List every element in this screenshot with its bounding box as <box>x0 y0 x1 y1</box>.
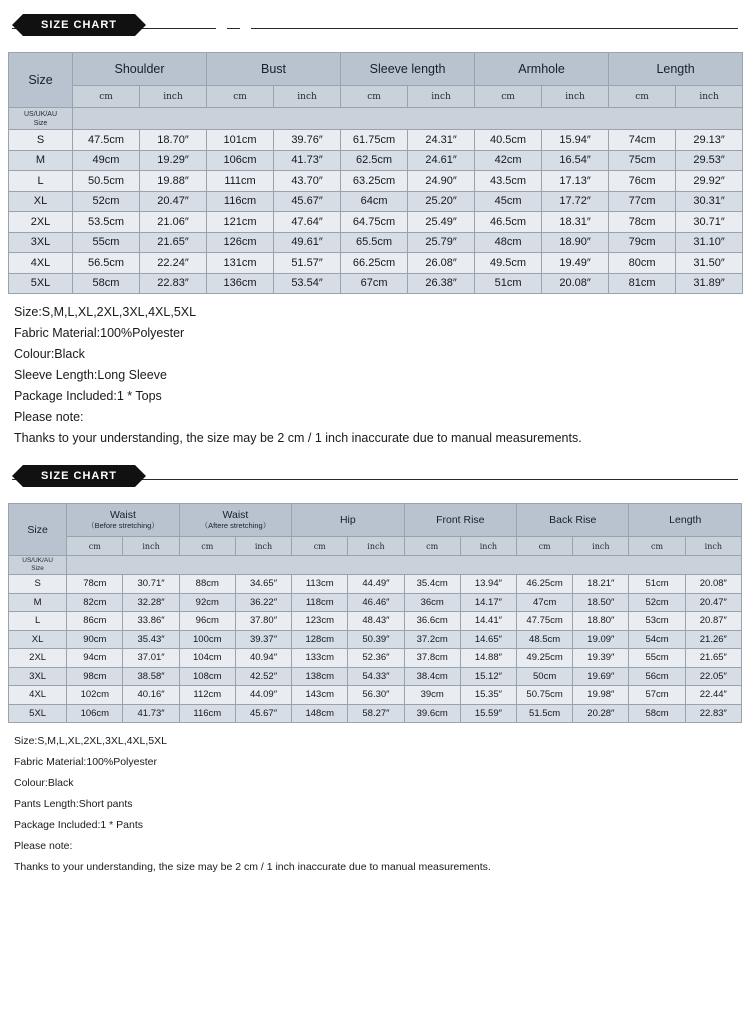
cell: 112cm <box>179 686 235 705</box>
note-line: Please note: <box>14 410 84 424</box>
cell: 26.08″ <box>408 253 475 274</box>
cell: 43.70″ <box>274 171 341 192</box>
header-waist-after-label: Waist <box>222 509 249 521</box>
cell: 36.6cm <box>404 612 460 631</box>
table-row <box>9 575 742 594</box>
cell: 22.24″ <box>140 253 207 274</box>
cell: 131cm <box>207 253 274 274</box>
table-row <box>9 212 743 233</box>
cell: 108cm <box>179 667 235 686</box>
cell: 42.52″ <box>235 667 291 686</box>
arrow-left-icon <box>12 14 23 36</box>
cell: 58.27″ <box>348 704 404 723</box>
note-line: Thanks to your understanding, the size may be 2 cm / 1 inch inaccurate due to manual measurements. <box>14 861 491 873</box>
header-waist-after <box>179 504 291 537</box>
table-body <box>9 556 742 723</box>
cell: 51cm <box>475 273 542 294</box>
table-row <box>9 150 743 171</box>
cell: 18.90″ <box>542 232 609 253</box>
cell: 19.98″ <box>573 686 629 705</box>
cell: 92cm <box>179 593 235 612</box>
cell: 113cm <box>292 575 348 594</box>
cell: 102cm <box>67 686 123 705</box>
cell: 94cm <box>67 649 123 668</box>
cell: 101cm <box>207 130 274 151</box>
unit-cm-sleeve: cm <box>341 86 408 108</box>
row-size: S <box>9 130 73 151</box>
banner-label: SIZE CHART <box>23 14 135 36</box>
cell: 26.38″ <box>408 273 475 294</box>
cell: 82cm <box>67 593 123 612</box>
cell: 36cm <box>404 593 460 612</box>
cell: 57cm <box>629 686 685 705</box>
header-waist-before-sub: （Before stretching） <box>87 521 159 530</box>
header-size: Size <box>9 504 67 556</box>
unit-inch-bust: inch <box>274 86 341 108</box>
size-sub-label <box>9 108 73 130</box>
header-waist-before <box>67 504 179 537</box>
cell: 25.20″ <box>408 191 475 212</box>
cell: 19.69″ <box>573 667 629 686</box>
cell: 17.72″ <box>542 191 609 212</box>
cell: 36.22″ <box>235 593 291 612</box>
cell: 13.94″ <box>460 575 516 594</box>
cell: 96cm <box>179 612 235 631</box>
table-subheader-row <box>9 556 742 575</box>
notes-tops <box>14 302 736 449</box>
table-row <box>9 630 742 649</box>
cell: 32.28″ <box>123 593 179 612</box>
banner-tag <box>12 14 146 36</box>
cell: 37.2cm <box>404 630 460 649</box>
cell: 14.41″ <box>460 612 516 631</box>
cell: 30.71″ <box>676 212 743 233</box>
table-unit-row <box>9 537 742 556</box>
cell: 66.25cm <box>341 253 408 274</box>
note-line: Size:S,M,L,XL,2XL,3XL,4XL,5XL <box>14 305 197 319</box>
header-length: Length <box>609 53 743 86</box>
table-row <box>9 191 743 212</box>
note-line: Colour:Black <box>14 347 85 361</box>
cell: 49.61″ <box>274 232 341 253</box>
row-size: 4XL <box>9 686 67 705</box>
row-size: M <box>9 150 73 171</box>
cell: 56cm <box>629 667 685 686</box>
cell: 21.26″ <box>685 630 741 649</box>
section-banner-bottom <box>8 465 742 495</box>
cell: 18.31″ <box>542 212 609 233</box>
cell: 65.5cm <box>341 232 408 253</box>
cell: 35.43″ <box>123 630 179 649</box>
cell: 52cm <box>73 191 140 212</box>
cell: 29.53″ <box>676 150 743 171</box>
cell: 128cm <box>292 630 348 649</box>
size-sub-line2: Size <box>31 565 44 572</box>
cell: 48cm <box>475 232 542 253</box>
note-line: Package Included:1 * Tops <box>14 389 162 403</box>
table-row <box>9 232 743 253</box>
unit-cm-bust: cm <box>207 86 274 108</box>
size-sub-line2: Size <box>33 119 48 127</box>
note-line: Fabric Material:100%Polyester <box>14 326 185 340</box>
banner-gap-1 <box>216 22 227 34</box>
cell: 78cm <box>67 575 123 594</box>
unit-inch-sleeve: inch <box>408 86 475 108</box>
cell: 52cm <box>629 593 685 612</box>
row-size: 2XL <box>9 649 67 668</box>
cell: 22.05″ <box>685 667 741 686</box>
cell: 19.88″ <box>140 171 207 192</box>
cell: 49.25cm <box>517 649 573 668</box>
cell: 25.49″ <box>408 212 475 233</box>
table-row <box>9 593 742 612</box>
cell: 35.4cm <box>404 575 460 594</box>
cell: 51.57″ <box>274 253 341 274</box>
table-header-row <box>9 53 743 86</box>
cell: 79cm <box>609 232 676 253</box>
arrow-right-icon <box>135 465 146 487</box>
cell: 123cm <box>292 612 348 631</box>
cell: 46.5cm <box>475 212 542 233</box>
header-waist-after-sub: （Aftere stretching） <box>200 521 271 530</box>
unit-inch-front-rise: inch <box>460 537 516 556</box>
cell: 133cm <box>292 649 348 668</box>
cell: 50cm <box>517 667 573 686</box>
cell: 116cm <box>179 704 235 723</box>
cell: 76cm <box>609 171 676 192</box>
cell: 44.09″ <box>235 686 291 705</box>
cell: 67cm <box>341 273 408 294</box>
cell: 19.49″ <box>542 253 609 274</box>
size-sub-label <box>9 556 67 575</box>
cell: 47.5cm <box>73 130 140 151</box>
cell: 100cm <box>179 630 235 649</box>
table-header-row <box>9 504 742 537</box>
cell: 51.5cm <box>517 704 573 723</box>
cell: 49.5cm <box>475 253 542 274</box>
unit-cm-back-rise: cm <box>517 537 573 556</box>
cell: 106cm <box>207 150 274 171</box>
unit-inch-waist-after: inch <box>235 537 291 556</box>
cell: 64.75cm <box>341 212 408 233</box>
unit-cm-length: cm <box>629 537 685 556</box>
table-row <box>9 253 743 274</box>
cell: 20.47″ <box>685 593 741 612</box>
cell: 39.6cm <box>404 704 460 723</box>
cell: 63.25cm <box>341 171 408 192</box>
cell: 56.5cm <box>73 253 140 274</box>
cell: 98cm <box>67 667 123 686</box>
cell: 40.5cm <box>475 130 542 151</box>
cell: 38.58″ <box>123 667 179 686</box>
cell: 37.8cm <box>404 649 460 668</box>
cell: 143cm <box>292 686 348 705</box>
cell: 21.65″ <box>140 232 207 253</box>
cell: 15.94″ <box>542 130 609 151</box>
cell: 39cm <box>404 686 460 705</box>
cell: 62.5cm <box>341 150 408 171</box>
cell: 37.01″ <box>123 649 179 668</box>
cell: 50.39″ <box>348 630 404 649</box>
cell: 148cm <box>292 704 348 723</box>
cell: 47cm <box>517 593 573 612</box>
cell: 104cm <box>179 649 235 668</box>
cell: 45.67″ <box>274 191 341 212</box>
note-line: Please note: <box>14 840 73 852</box>
cell: 111cm <box>207 171 274 192</box>
table-row <box>9 686 742 705</box>
cell: 14.88″ <box>460 649 516 668</box>
cell: 30.31″ <box>676 191 743 212</box>
unit-inch-length: inch <box>676 86 743 108</box>
header-shoulder: Shoulder <box>73 53 207 86</box>
table-row <box>9 130 743 151</box>
unit-inch-waist-before: inch <box>123 537 179 556</box>
unit-cm-waist-after: cm <box>179 537 235 556</box>
cell: 58cm <box>73 273 140 294</box>
row-size: 3XL <box>9 232 73 253</box>
cell: 42cm <box>475 150 542 171</box>
cell: 138cm <box>292 667 348 686</box>
cell: 29.13″ <box>676 130 743 151</box>
unit-cm-length: cm <box>609 86 676 108</box>
cell: 30.71″ <box>123 575 179 594</box>
cell: 20.08″ <box>685 575 741 594</box>
note-line: Fabric Material:100%Polyester <box>14 756 157 768</box>
cell: 136cm <box>207 273 274 294</box>
cell: 14.17″ <box>460 593 516 612</box>
table-row <box>9 171 743 192</box>
cell: 40.16″ <box>123 686 179 705</box>
cell: 106cm <box>67 704 123 723</box>
header-size: Size <box>9 53 73 108</box>
table-row <box>9 667 742 686</box>
header-back-rise: Back Rise <box>517 504 629 537</box>
cell: 54cm <box>629 630 685 649</box>
cell: 22.83″ <box>685 704 741 723</box>
cell: 54.33″ <box>348 667 404 686</box>
cell: 47.75cm <box>517 612 573 631</box>
note-line: Colour:Black <box>14 777 74 789</box>
cell: 19.29″ <box>140 150 207 171</box>
cell: 34.65″ <box>235 575 291 594</box>
cell: 86cm <box>67 612 123 631</box>
cell: 18.80″ <box>573 612 629 631</box>
cell: 55cm <box>73 232 140 253</box>
cell: 45cm <box>475 191 542 212</box>
cell: 22.44″ <box>685 686 741 705</box>
cell: 24.90″ <box>408 171 475 192</box>
arrow-right-icon <box>135 14 146 36</box>
unit-cm-shoulder: cm <box>73 86 140 108</box>
cell: 61.75cm <box>341 130 408 151</box>
cell: 38.4cm <box>404 667 460 686</box>
cell: 44.49″ <box>348 575 404 594</box>
header-hip: Hip <box>292 504 404 537</box>
row-size: L <box>9 612 67 631</box>
table-subheader-row <box>9 108 743 130</box>
header-length: Length <box>629 504 742 537</box>
cell: 31.89″ <box>676 273 743 294</box>
cell: 20.28″ <box>573 704 629 723</box>
note-line: Sleeve Length:Long Sleeve <box>14 368 167 382</box>
cell: 50.5cm <box>73 171 140 192</box>
cell: 18.21″ <box>573 575 629 594</box>
cell: 88cm <box>179 575 235 594</box>
cell: 90cm <box>67 630 123 649</box>
note-line: Thanks to your understanding, the size may be 2 cm / 1 inch inaccurate due to manual measurements. <box>14 431 582 445</box>
header-sleeve-length: Sleeve length <box>341 53 475 86</box>
header-waist-before-label: Waist <box>110 509 136 521</box>
row-size: 4XL <box>9 253 73 274</box>
cell: 78cm <box>609 212 676 233</box>
cell: 22.83″ <box>140 273 207 294</box>
size-sub-filler <box>67 556 742 575</box>
row-size: 5XL <box>9 273 73 294</box>
notes-pants <box>14 731 736 878</box>
table-row <box>9 649 742 668</box>
row-size: 5XL <box>9 704 67 723</box>
cell: 53.54″ <box>274 273 341 294</box>
cell: 116cm <box>207 191 274 212</box>
unit-inch-armhole: inch <box>542 86 609 108</box>
cell: 14.65″ <box>460 630 516 649</box>
unit-cm-hip: cm <box>292 537 348 556</box>
section-banner-top <box>8 14 742 44</box>
cell: 21.06″ <box>140 212 207 233</box>
unit-cm-front-rise: cm <box>404 537 460 556</box>
cell: 24.61″ <box>408 150 475 171</box>
row-size: L <box>9 171 73 192</box>
header-armhole: Armhole <box>475 53 609 86</box>
row-size: 2XL <box>9 212 73 233</box>
cell: 29.92″ <box>676 171 743 192</box>
cell: 49cm <box>73 150 140 171</box>
row-size: XL <box>9 630 67 649</box>
arrow-left-icon <box>12 465 23 487</box>
cell: 80cm <box>609 253 676 274</box>
cell: 40.94″ <box>235 649 291 668</box>
cell: 77cm <box>609 191 676 212</box>
row-size: 3XL <box>9 667 67 686</box>
unit-inch-shoulder: inch <box>140 86 207 108</box>
table-row <box>9 612 742 631</box>
cell: 56.30″ <box>348 686 404 705</box>
cell: 43.5cm <box>475 171 542 192</box>
size-sub-line1: US/UK/AU <box>23 110 58 118</box>
cell: 31.50″ <box>676 253 743 274</box>
size-chart-page <box>0 14 750 1014</box>
note-line: Pants Length:Short pants <box>14 798 133 810</box>
header-front-rise: Front Rise <box>404 504 516 537</box>
size-table-tops <box>8 52 743 294</box>
banner-gap-2 <box>240 22 251 34</box>
cell: 19.39″ <box>573 649 629 668</box>
row-size: S <box>9 575 67 594</box>
cell: 47.64″ <box>274 212 341 233</box>
unit-cm-armhole: cm <box>475 86 542 108</box>
size-table-pants <box>8 503 742 723</box>
cell: 50.75cm <box>517 686 573 705</box>
cell: 48.5cm <box>517 630 573 649</box>
table-row <box>9 273 743 294</box>
banner-label: SIZE CHART <box>23 465 135 487</box>
size-sub-line1: US/UK/AU <box>22 557 53 564</box>
cell: 15.12″ <box>460 667 516 686</box>
unit-inch-length: inch <box>685 537 741 556</box>
table-unit-row <box>9 86 743 108</box>
cell: 121cm <box>207 212 274 233</box>
note-line: Size:S,M,L,XL,2XL,3XL,4XL,5XL <box>14 735 167 747</box>
cell: 75cm <box>609 150 676 171</box>
cell: 81cm <box>609 273 676 294</box>
unit-inch-back-rise: inch <box>573 537 629 556</box>
cell: 20.08″ <box>542 273 609 294</box>
cell: 31.10″ <box>676 232 743 253</box>
cell: 39.37″ <box>235 630 291 649</box>
cell: 16.54″ <box>542 150 609 171</box>
cell: 53cm <box>629 612 685 631</box>
cell: 15.59″ <box>460 704 516 723</box>
note-line: Package Included:1 * Pants <box>14 819 144 831</box>
cell: 33.86″ <box>123 612 179 631</box>
unit-inch-hip: inch <box>348 537 404 556</box>
cell: 15.35″ <box>460 686 516 705</box>
cell: 17.13″ <box>542 171 609 192</box>
row-size: XL <box>9 191 73 212</box>
cell: 64cm <box>341 191 408 212</box>
cell: 18.50″ <box>573 593 629 612</box>
cell: 37.80″ <box>235 612 291 631</box>
header-bust: Bust <box>207 53 341 86</box>
cell: 41.73″ <box>123 704 179 723</box>
cell: 52.36″ <box>348 649 404 668</box>
cell: 20.47″ <box>140 191 207 212</box>
cell: 48.43″ <box>348 612 404 631</box>
cell: 39.76″ <box>274 130 341 151</box>
cell: 18.70″ <box>140 130 207 151</box>
cell: 51cm <box>629 575 685 594</box>
cell: 41.73″ <box>274 150 341 171</box>
cell: 21.65″ <box>685 649 741 668</box>
cell: 24.31″ <box>408 130 475 151</box>
cell: 45.67″ <box>235 704 291 723</box>
cell: 19.09″ <box>573 630 629 649</box>
size-sub-filler <box>73 108 743 130</box>
cell: 25.79″ <box>408 232 475 253</box>
table-row <box>9 704 742 723</box>
cell: 20.87″ <box>685 612 741 631</box>
cell: 46.25cm <box>517 575 573 594</box>
cell: 126cm <box>207 232 274 253</box>
cell: 118cm <box>292 593 348 612</box>
cell: 58cm <box>629 704 685 723</box>
cell: 46.46″ <box>348 593 404 612</box>
banner-tag <box>12 465 146 487</box>
table-body <box>9 108 743 294</box>
unit-cm-waist-before: cm <box>67 537 123 556</box>
cell: 74cm <box>609 130 676 151</box>
cell: 53.5cm <box>73 212 140 233</box>
cell: 55cm <box>629 649 685 668</box>
row-size: M <box>9 593 67 612</box>
